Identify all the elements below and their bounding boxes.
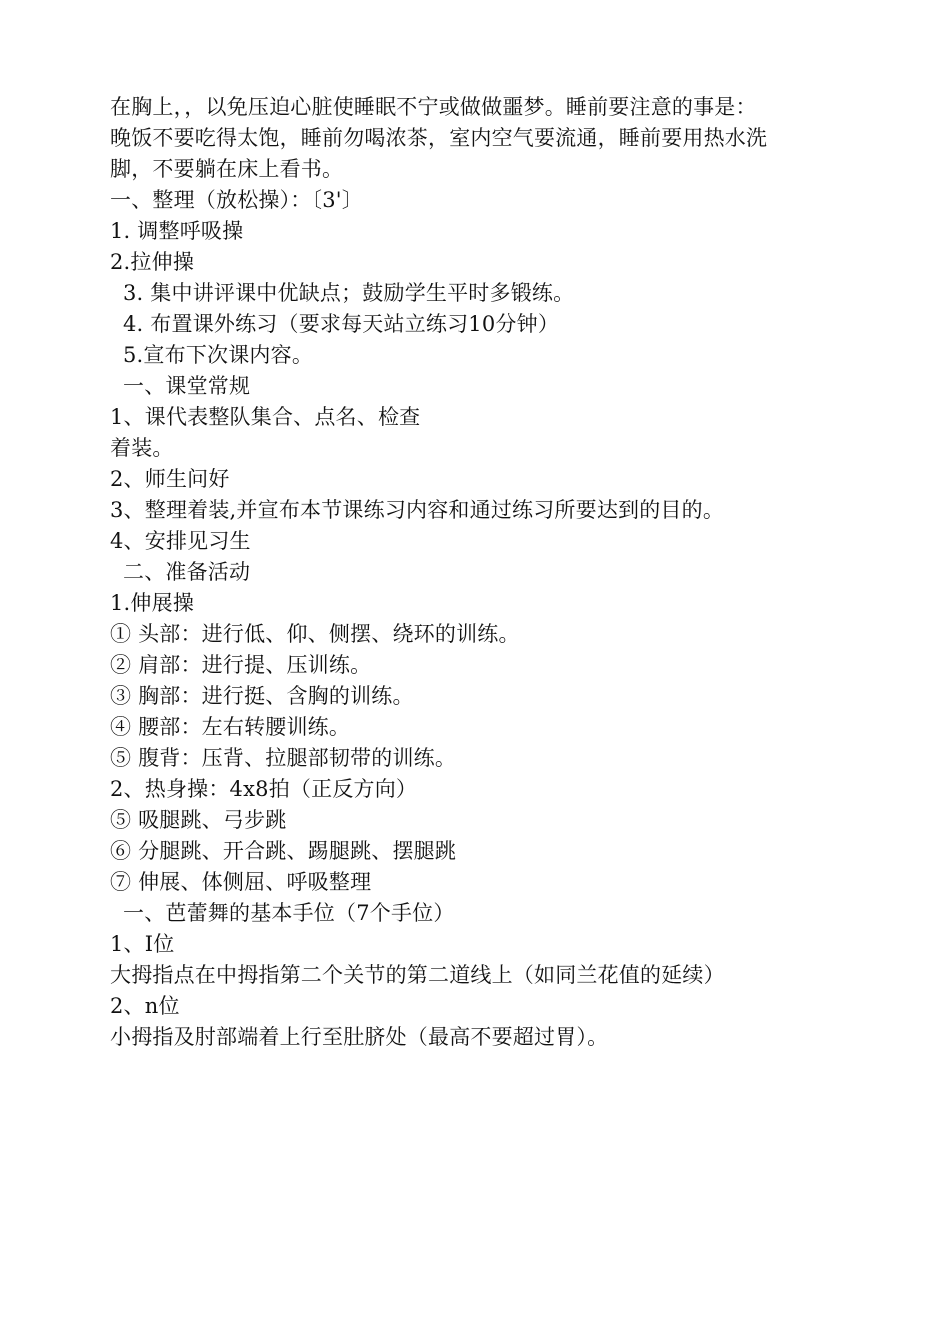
section-heading: 一、芭蕾舞的基本手位（7个手位） [123, 901, 455, 925]
list-item: ① 头部：进行低、仰、侧摆、绕环的训练。 [110, 622, 520, 646]
list-item: 1. 调整呼吸操 [110, 219, 244, 243]
list-item: 2、热身操：4x8拍（正反方向） [110, 777, 418, 801]
list-item: 2、n位 [110, 994, 180, 1018]
list-item: 5.宣布下次课内容。 [123, 343, 314, 367]
text-line: 脚，不要躺在床上看书。 [110, 157, 344, 181]
document-body [110, 92, 850, 1053]
list-item: 1、课代表整队集合、点名、检查 [110, 405, 421, 429]
section-heading: 二、准备活动 [123, 560, 251, 584]
list-item: ⑥ 分腿跳、开合跳、踢腿跳、摆腿跳 [110, 839, 457, 863]
section-heading: 一、课堂常规 [123, 374, 251, 398]
list-item: 3. 集中讲评课中优缺点；鼓励学生平时多锻练。 [123, 281, 575, 305]
list-item: 4、安排见习生 [110, 529, 251, 553]
text-line: 晚饭不要吃得太饱，睡前勿喝浓茶，室内空气要流通，睡前要用热水洗 [110, 126, 768, 150]
text-line: 大拇指点在中拇指第二个关节的第二道线上（如同兰花值的延续） [110, 963, 725, 987]
list-item: ② 肩部：进行提、压训练。 [110, 653, 372, 677]
list-item: 2、师生问好 [110, 467, 230, 491]
list-item: ④ 腰部：左右转腰训练。 [110, 715, 351, 739]
list-item: 4. 布置课外练习（要求每天站立练习10分钟） [123, 312, 560, 336]
text-line: 着装。 [110, 436, 174, 460]
list-item: 3、整理着装,并宣布本节课练习内容和通过练习所要达到的目的。 [110, 498, 725, 522]
text-line: 小拇指及肘部端着上行至肚脐处（最高不要超过胃）。 [110, 1025, 609, 1049]
list-item: 2.拉伸操 [110, 250, 195, 274]
list-item: ⑤ 吸腿跳、弓步跳 [110, 808, 287, 832]
list-item: ⑤ 腹背：压背、拉腿部韧带的训练。 [110, 746, 457, 770]
section-heading: 一、整理（放松操）：〔3'〕 [110, 188, 363, 212]
list-item: 1、I位 [110, 932, 175, 956]
list-item: 1.伸展操 [110, 591, 195, 615]
list-item: ③ 胸部：进行挺、含胸的训练。 [110, 684, 414, 708]
list-item: ⑦ 伸展、体侧屈、呼吸整理 [110, 870, 372, 894]
text-line: 在胸上，，以免压迫心脏使睡眠不宁或做做噩梦。睡前要注意的事是： [110, 95, 757, 119]
